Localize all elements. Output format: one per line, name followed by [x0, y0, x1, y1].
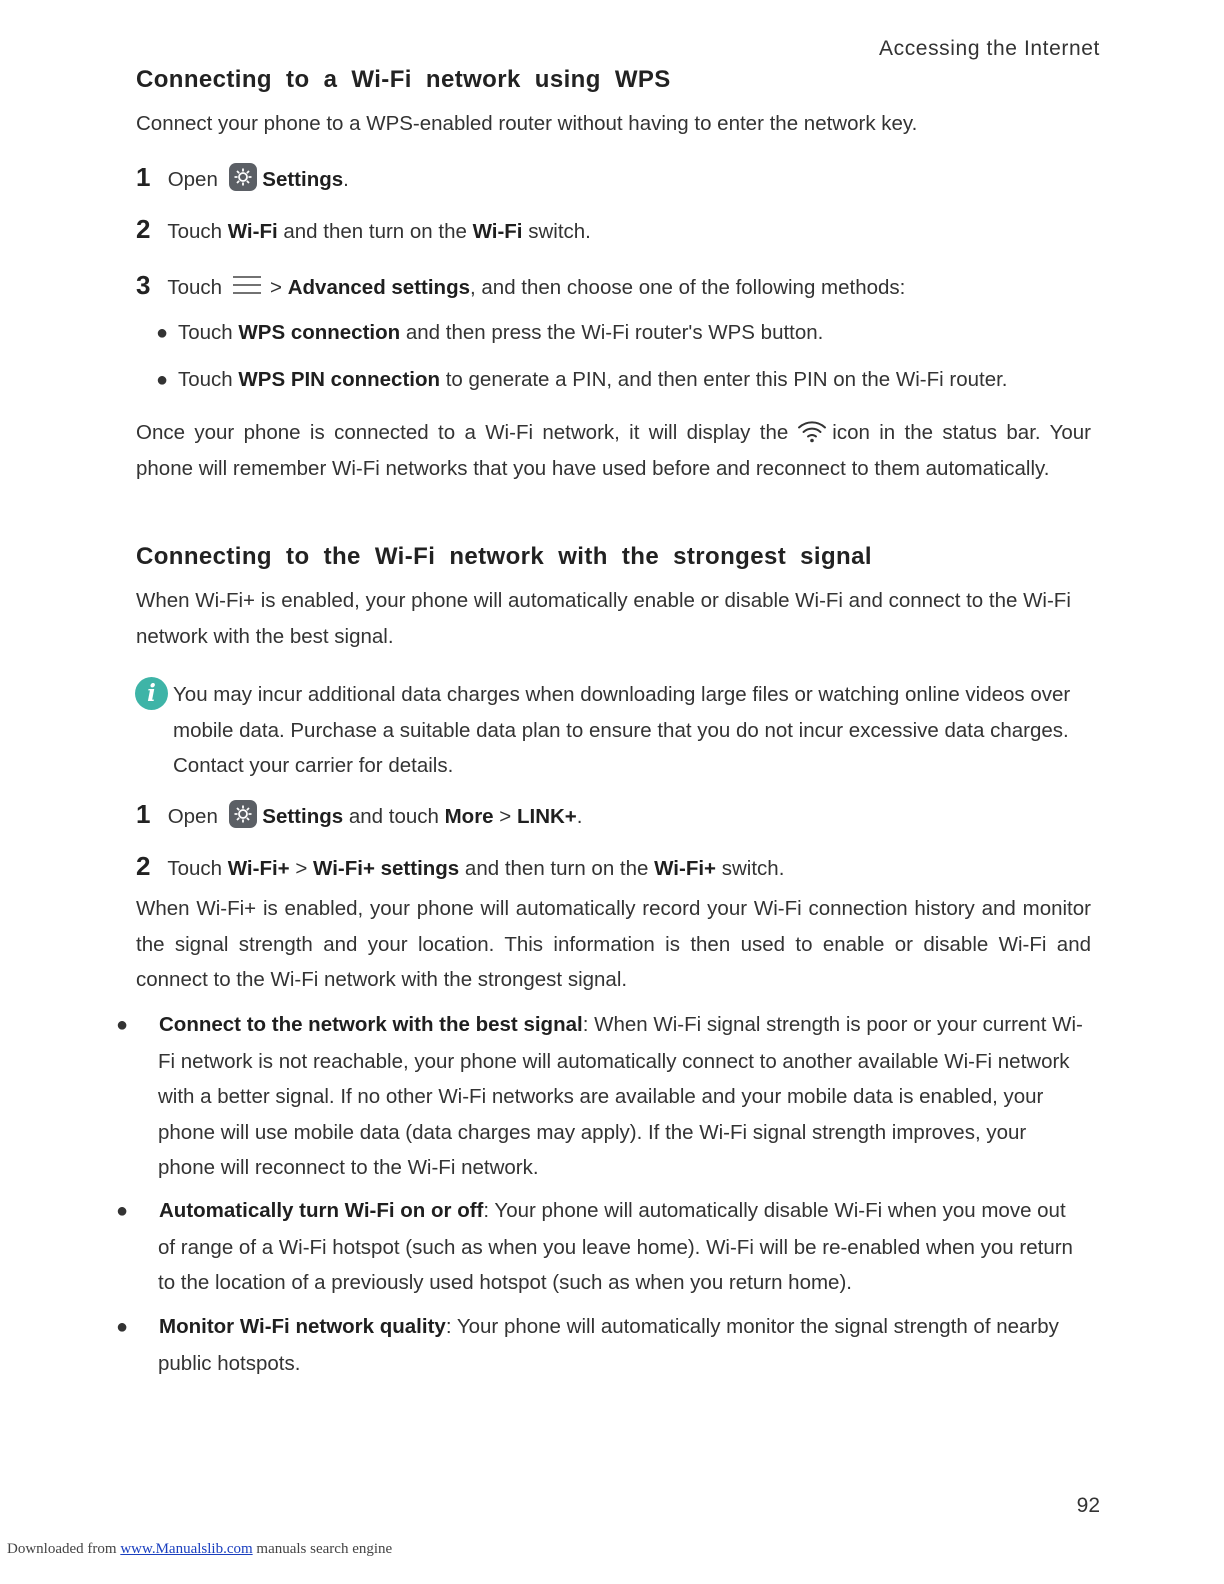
footer-text: manuals search engine: [256, 1541, 393, 1557]
bullet-dot: ●: [116, 1200, 129, 1222]
info-icon: i: [135, 677, 168, 710]
wps-step-1: [136, 162, 349, 195]
link-plus-label: LINK+: [516, 805, 577, 828]
step-text: , and then choose one of the following methods:: [470, 276, 906, 299]
settings-label: Settings: [262, 805, 344, 828]
running-header: Accessing the Internet: [879, 37, 1100, 60]
wifi-plus-settings-label: Wi-Fi+ settings: [313, 857, 460, 880]
download-footer: [7, 1541, 392, 1558]
step-number: 1: [136, 799, 151, 829]
step-text: Touch: [167, 276, 223, 299]
step-text: and touch: [348, 805, 439, 828]
page-number: 92: [1076, 1494, 1100, 1517]
bullet-text: Touch: [178, 321, 233, 344]
paragraph-text: Once your phone is connected to a Wi-Fi network, it will display the: [136, 421, 789, 444]
bullet-text: : When Wi-Fi signal strength is poor or your current Wi-Fi network is not reachable, your phone will automatically connect to another available Wi-Fi network with a better signal. If no other Wi-Fi networks are available and your mobile data is enabled, your phone will use mobile data (data charges may apply). If the Wi-Fi signal strength improves, your phone will reconnect to the Wi-Fi network.: [158, 1013, 1083, 1179]
bullet-bold: Automatically turn Wi-Fi on or off: [159, 1199, 484, 1222]
bullet-text: : Your phone will automatically monitor the signal strength of nearby public hotspots.: [158, 1315, 1059, 1375]
bullet-bold: WPS PIN connection: [238, 368, 441, 391]
bullet-text: to generate a PIN, and then enter this PIN on the Wi-Fi router.: [445, 368, 1008, 391]
bullet-dot: ●: [116, 1014, 129, 1036]
manualslib-link[interactable]: www.Manualslib.com: [120, 1541, 253, 1557]
step-text: .: [343, 168, 349, 191]
separator: >: [295, 857, 308, 880]
wps-bullet-2: [156, 365, 1008, 395]
menu-icon: [232, 274, 262, 296]
step-number: 2: [136, 851, 151, 881]
bullet-dot: ●: [116, 1316, 129, 1338]
separator: >: [270, 276, 283, 299]
wifi-plus-label: Wi-Fi+: [227, 857, 290, 880]
strongest-description: When Wi-Fi+ is enabled, your phone will automatically record your Wi-Fi connection history and monitor the signal strength and your location. This information is then used to enable or disable Wi-Fi and connect to the Wi-Fi network with the strongest signal.: [136, 897, 1091, 991]
step-text: Open: [167, 805, 218, 828]
step-text: .: [576, 805, 583, 828]
step-text: switch.: [528, 220, 591, 243]
section-title-strongest-signal: Connecting to the Wi-Fi network with the strongest signal: [136, 543, 872, 570]
feature-bullet-2: [116, 1193, 1087, 1301]
wifi-icon: [796, 419, 828, 443]
bullet-bold: WPS connection: [238, 321, 401, 344]
footer-text: Downloaded from: [7, 1541, 117, 1557]
step-number: 1: [136, 162, 151, 192]
note-text: You may incur additional data charges when downloading large files or watching online videos over mobile data. Purchase a suitable data plan to ensure that you do not incur excessive data charges. Contact your carrier for details.: [173, 683, 1071, 777]
settings-label: Settings: [262, 168, 344, 191]
bullet-dot: ●: [156, 369, 169, 391]
settings-gear-icon: [229, 163, 257, 191]
wifi-plus-switch-label: Wi-Fi+: [654, 857, 717, 880]
section-title-wps: Connecting to a Wi-Fi network using WPS: [136, 66, 671, 93]
feature-bullet-3: [116, 1309, 1087, 1381]
wps-step-2: [136, 214, 591, 247]
step-text: switch.: [721, 857, 785, 880]
strongest-intro: When Wi-Fi+ is enabled, your phone will automatically enable or disable Wi-Fi and connect to the Wi-Fi network with the best signal.: [136, 589, 1071, 648]
bullet-dot: ●: [156, 322, 169, 344]
step-number: 3: [136, 270, 151, 300]
wps-after-text: [136, 415, 1091, 486]
feature-bullet-1: [116, 1007, 1087, 1186]
wifi-label: Wi-Fi: [227, 220, 278, 243]
step-text: Touch: [167, 857, 223, 880]
wifi-switch-label: Wi-Fi: [472, 220, 523, 243]
bullet-text: and then press the Wi-Fi router's WPS button.: [405, 321, 824, 344]
bullet-text: Touch: [178, 368, 233, 391]
step-text: and then turn on the: [464, 857, 649, 880]
bullet-text: : Your phone will automatically disable Wi-Fi when you move out of range of a Wi-Fi hotspot (such as when you leave home). Wi-Fi will be re-enabled when you return to the location of a previously used hotspot (such as when you return home).: [158, 1199, 1073, 1294]
strongest-step-2: [136, 851, 784, 884]
wps-step-3: [136, 270, 905, 303]
step-text: and then turn on the: [283, 220, 467, 243]
separator: >: [499, 805, 512, 828]
wps-intro: Connect your phone to a WPS-enabled router without having to enter the network key.: [136, 112, 918, 135]
wps-bullet-1: [156, 318, 823, 348]
paragraph-text: icon in the status bar. Your phone will remember Wi-Fi networks that you have used before and reconnect to them automatically.: [136, 421, 1091, 480]
settings-gear-icon: [229, 800, 257, 828]
step-number: 2: [136, 214, 151, 244]
bullet-bold: Monitor Wi-Fi network quality: [159, 1315, 446, 1338]
step-text: Touch: [167, 220, 223, 243]
strongest-step-1: [136, 799, 583, 832]
advanced-settings-label: Advanced settings: [287, 276, 471, 299]
step-text: Open: [167, 168, 218, 191]
bullet-bold: Connect to the network with the best signal: [159, 1013, 583, 1036]
more-label: More: [444, 805, 494, 828]
